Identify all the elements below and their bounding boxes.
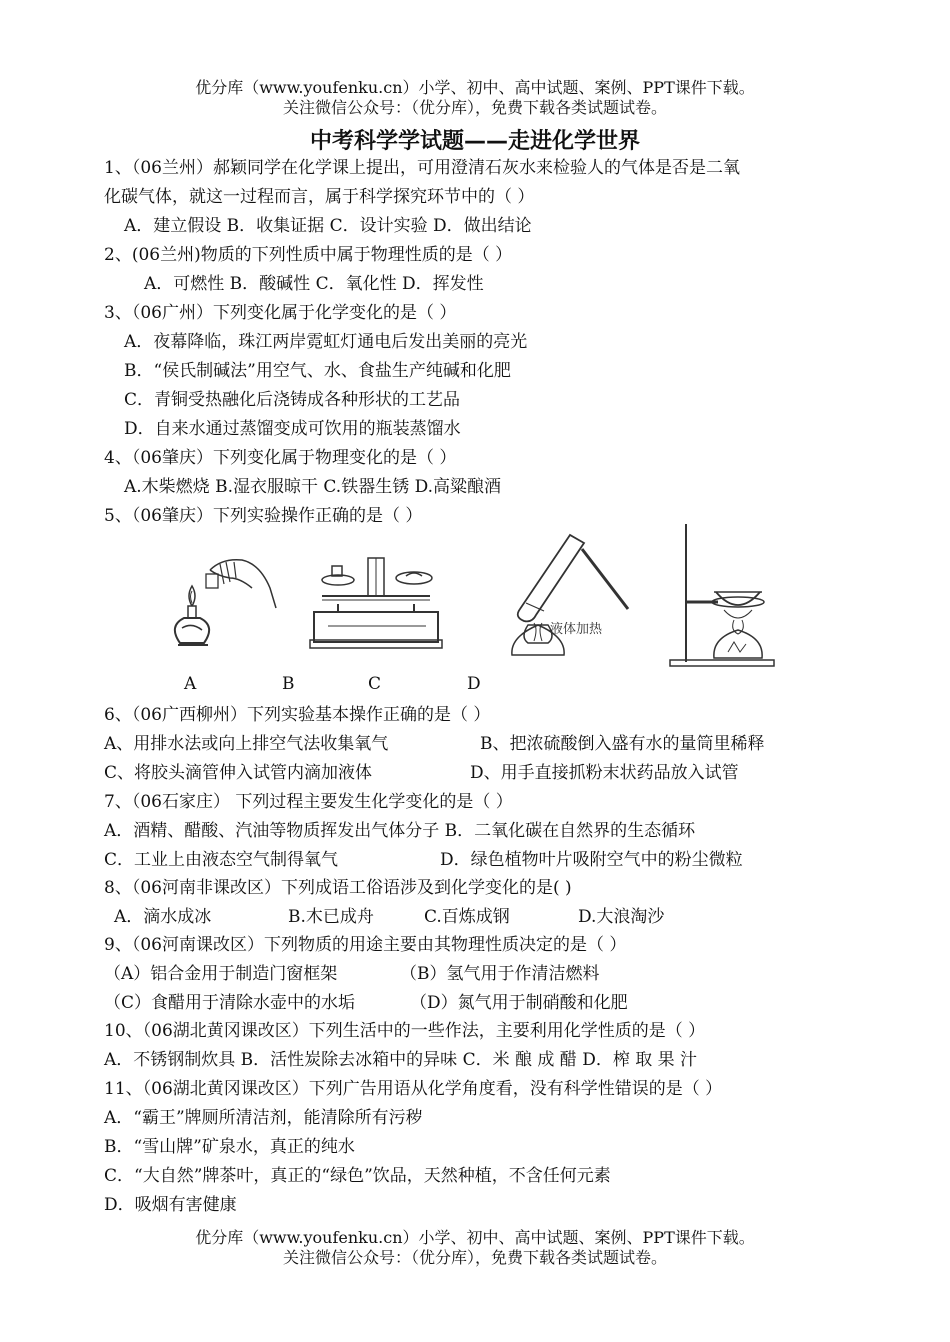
q3-option-d: D．自来水通过蒸馏变成可饮用的瓶装蒸馏水: [124, 419, 461, 439]
q8-option-c: C.百炼成钢: [424, 907, 510, 927]
q4-stem: 4、（06肇庆）下列变化属于物理变化的是（ ）: [104, 448, 457, 468]
q1-line-2: 化碳气体，就这一过程而言，属于科学探究环节中的（ ）: [104, 187, 535, 207]
figure-c-caption: 液体加热: [550, 622, 603, 637]
page-title: 中考科学学试题——走进化学世界: [309, 129, 640, 154]
q10-stem: 10、（06湖北黄冈课改区）下列生活中的一些作法，主要利用化学性质的是（ ）: [104, 1021, 706, 1041]
q11-option-c: C．“大自然”牌茶叶，真正的“绿色”饮品，天然种植，不含任何元素: [104, 1166, 611, 1186]
q1-options: A．建立假设 B．收集证据 C．设计实验 D．做出结论: [124, 216, 532, 236]
q9-option-c: （C）食醋用于清除水壶中的水垢: [104, 993, 356, 1013]
q6-option-c: C、将胶头滴管伸入试管内滴加液体: [104, 763, 373, 783]
q2-stem: 2、(06兰州)物质的下列性质中属于物理性质的是（ ）: [104, 245, 513, 265]
figure-d-evaporation: [668, 522, 778, 670]
figure-b-balance: [308, 552, 448, 652]
q3-option-c: C．青铜受热融化后浇铸成各种形状的工艺品: [124, 390, 461, 410]
figure-c-liquid-heating: [500, 525, 635, 660]
figure-label-b: B: [282, 674, 295, 694]
q2-options: A．可燃性 B．酸碱性 C．氧化性 D．挥发性: [144, 274, 484, 294]
q6-option-b: B、把浓硫酸倒入盛有水的量筒里稀释: [480, 734, 765, 754]
q7-options-ab: A．酒精、醋酸、汽油等物质挥发出气体分子 B．二氧化碳在自然界的生态循环: [104, 821, 696, 841]
q8-option-d: D.大浪淘沙: [578, 907, 665, 927]
q8-stem: 8、（06河南非课改区）下列成语工俗语涉及到化学变化的是( ): [104, 878, 572, 898]
figure-label-c: C: [368, 674, 382, 694]
q5-stem: 5、（06肇庆）下列实验操作正确的是（ ）: [104, 506, 423, 526]
q9-option-a: （A）铝合金用于制造门窗框架: [104, 964, 338, 984]
q9-option-d: （D）氮气用于制硝酸和化肥: [410, 993, 628, 1013]
q8-option-a: A．滴水成冰: [114, 907, 212, 927]
q6-option-a: A、用排水法或向上排空气法收集氧气: [104, 734, 389, 754]
header-line-1: 优分库（www.youfenku.cn）小学、初中、高中试题、案例、PPT课件下载。: [195, 78, 755, 97]
footer-line-1: 优分库（www.youfenku.cn）小学、初中、高中试题、案例、PPT课件下载。: [195, 1228, 755, 1247]
q7-option-d: D．绿色植物叶片吸附空气中的粉尘微粒: [440, 850, 743, 870]
q11-option-d: D．吸烟有害健康: [104, 1195, 237, 1215]
q4-options: A.木柴燃烧 B.湿衣服晾干 C.铁器生锈 D.高粱酿酒: [124, 477, 502, 497]
q9-option-b: （B）氢气用于作清洁燃料: [400, 964, 600, 984]
q6-option-d: D、用手直接抓粉末状药品放入试管: [470, 763, 739, 783]
footer-line-2: 关注微信公众号：（优分库），免费下载各类试题试卷。: [282, 1248, 667, 1267]
q10-options: A．不锈钢制炊具 B．活性炭除去冰箱中的异味 C．米 酿 成 醋 D．榨 取 果 汁: [104, 1050, 698, 1070]
figure-label-d: D: [467, 674, 481, 694]
q6-stem: 6、（06广西柳州）下列实验基本操作正确的是（ ）: [104, 705, 491, 725]
q3-option-a: A．夜幕降临，珠江两岸霓虹灯通电后发出美丽的亮光: [124, 332, 528, 352]
q1-line-1: 1、（06兰州）郝颖同学在化学课上提出，可用澄清石灰水来检验人的气体是否是二氧: [104, 158, 740, 178]
header-line-2: 关注微信公众号：（优分库），免费下载各类试题试卷。: [282, 98, 667, 117]
q3-option-b: B．“侯氏制碱法”用空气、水、食盐生产纯碱和化肥: [124, 361, 511, 381]
q11-stem: 11、（06湖北黄冈课改区）下列广告用语从化学角度看，没有科学性错误的是（ ）: [104, 1079, 723, 1099]
q3-stem: 3、（06广州）下列变化属于化学变化的是（ ）: [104, 303, 457, 323]
q9-stem: 9、（06河南课改区）下列物质的用途主要由其物理性质决定的是（ ）: [104, 935, 627, 955]
q11-option-b: B．“雪山牌”矿泉水，真正的纯水: [104, 1137, 355, 1157]
q8-option-b: B.木已成舟: [288, 907, 374, 927]
figure-a-alcohol-lamp: [160, 548, 280, 658]
q7-option-c: C．工业上由液态空气制得氧气: [104, 850, 339, 870]
q11-option-a: A．“霸王”牌厕所清洁剂，能清除所有污秽: [104, 1108, 423, 1128]
figure-label-a: A: [184, 674, 197, 694]
q7-stem: 7、（06石家庄） 下列过程主要发生化学变化的是（ ）: [104, 792, 513, 812]
